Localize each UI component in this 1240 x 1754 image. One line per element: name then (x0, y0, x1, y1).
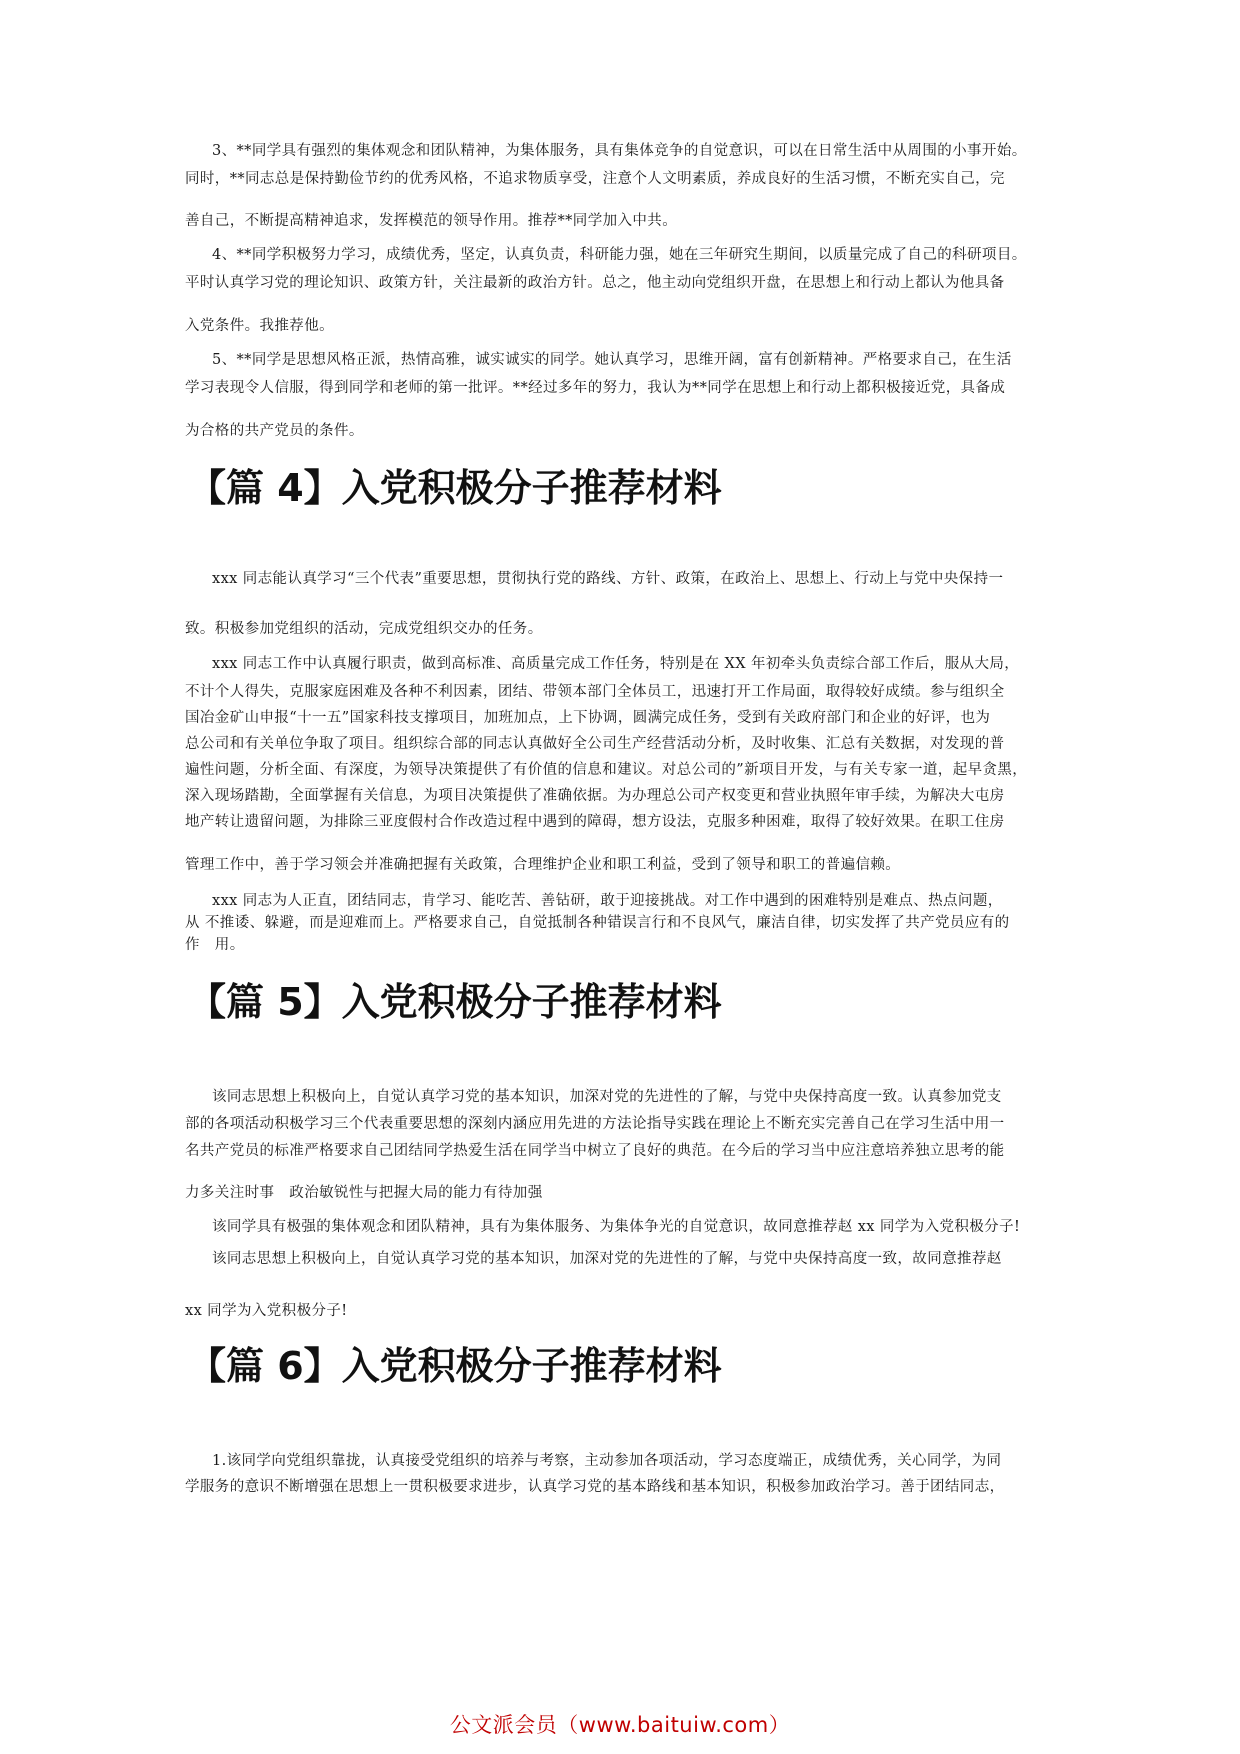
paragraph-line: 致。积极参加党组织的活动，完成党组织交办的任务。 (185, 621, 543, 637)
paragraph-line: 不计个人得失，克服家庭困难及各种不利因素，团结、带领本部门全体员工，迅速打开工作局面，取得较好成绩。参与组织全 (185, 684, 1005, 700)
paragraph-line: xxx 同志能认真学习“三个代表”重要思想，贯彻执行党的路线、方针、政策，在政治上、思想上、行动上与党中央保持一 (212, 571, 1004, 587)
footer-watermark: 公文派会员（www.baituiw.com） (449, 1713, 791, 1737)
paragraph-line: 力多关注时事 政治敏锐性与把握大局的能力有待加强 (185, 1185, 543, 1201)
paragraph-line: 学习表现令人信服，得到同学和老师的第一批评。**经过多年的努力，我认为**同学在思想上和行动上都积极接近党，具备成 (185, 380, 1006, 396)
section-heading-5: 【篇 5】入党积极分子推荐材料 (188, 980, 722, 1024)
paragraph-line: 为合格的共产党员的条件。 (185, 423, 364, 439)
paragraph-line: 深入现场踏勘，全面掌握有关信息，为项目决策提供了准确依据。为办理总公司产权变更和营业执照年审手续，为解决大屯房 (185, 788, 1005, 804)
paragraph-line: xx 同学为入党积极分子! (185, 1303, 348, 1319)
paragraph-line: 该同志思想上积极向上，自觉认真学习党的基本知识，加深对党的先进性的了解，与党中央保持高度一致。认真参加党支 (212, 1089, 1002, 1105)
paragraph-line: 部的各项活动积极学习三个代表重要思想的深刻内涵应用先进的方法论指导实践在理论上不断充实完善自己在学习生活中用一 (185, 1116, 1005, 1132)
paragraph-line: 作 用。 (185, 937, 245, 953)
paragraph-line: 5、**同学是思想风格正派，热情高雅，诚实诚实的同学。她认真学习，思维开阔，富有创新精神。严格要求自己，在生活 (212, 352, 1012, 368)
paragraph-line: xxx 同志工作中认真履行职责，做到高标准、高质量完成工作任务，特别是在 XX 年初牵头负责综合部工作后，服从大局， (212, 656, 1020, 672)
paragraph-line: 同时，**同志总是保持勤俭节约的优秀风格，不追求物质享受，注意个人文明素质，养成良好的生活习惯，不断充实自己，完 (185, 171, 1005, 187)
paragraph-line: 名共产党员的标准严格要求自己团结同学热爱生活在同学当中树立了良好的典范。在今后的学习当中应注意培养独立思考的能 (185, 1143, 1005, 1159)
paragraph-line: 平时认真学习党的理论知识、政策方针，关注最新的政治方针。总之，他主动向党组织开盘，在思想上和行动上都认为他具备 (185, 275, 1005, 291)
paragraph-line: 入党条件。我推荐他。 (185, 318, 334, 334)
paragraph-line: 3、**同学具有强烈的集体观念和团队精神，为集体服务，具有集体竞争的自觉意识，可以在日常生活中从周围的小事开始。 (212, 143, 1027, 159)
section-heading-6: 【篇 6】入党积极分子推荐材料 (188, 1344, 722, 1388)
paragraph-line: 地产转让遗留问题，为排除三亚度假村合作改造过程中遇到的障碍，想方设法，克服多种困难，取得了较好效果。在职工住房 (185, 814, 1005, 830)
paragraph-line: 该同志思想上积极向上，自觉认真学习党的基本知识，加深对党的先进性的了解，与党中央保持高度一致，故同意推荐赵 (212, 1251, 1002, 1267)
paragraph-line: 4、**同学积极努力学习，成绩优秀，坚定，认真负责，科研能力强，她在三年研究生期间，以质量完成了自己的科研项目。 (212, 247, 1027, 263)
paragraph-line: 遍性问题，分析全面、有深度，为领导决策提供了有价值的信息和建议。对总公司的”新项目开发，与有关专家一道，起早贪黑， (185, 762, 1028, 778)
paragraph-line: xxx 同志为人正直，团结同志，肯学习、能吃苦、善钻研，敢于迎接挑战。对工作中遇到的困难特别是难点、热点问题， (212, 893, 1003, 909)
paragraph-line: 从 不推诿、躲避，而是迎难而上。严格要求自己，自觉抵制各种错误言行和不良风气，廉洁自律，切实发挥了共产党员应有的 (185, 915, 1010, 931)
paragraph-line: 学服务的意识不断增强在思想上一贯积极要求进步，认真学习党的基本路线和基本知识，积极参加政治学习。善于团结同志， (185, 1479, 1005, 1495)
paragraph-line: 管理工作中，善于学习领会并准确把握有关政策，合理维护企业和职工利益，受到了领导和职工的普遍信赖。 (185, 857, 901, 873)
paragraph-line: 总公司和有关单位争取了项目。组织综合部的同志认真做好全公司生产经营活动分析，及时收集、汇总有关数据，对发现的普 (185, 736, 1005, 752)
paragraph-line: 善自己，不断提高精神追求，发挥模范的领导作用。推荐**同学加入中共。 (185, 213, 678, 229)
paragraph-line: 1.该同学向党组织靠拢，认真接受党组织的培养与考察，主动参加各项活动，学习态度端正，成绩优秀，关心同学，为同 (212, 1453, 1002, 1469)
paragraph-line: 该同学具有极强的集体观念和团队精神，具有为集体服务、为集体争光的自觉意识，故同意推荐赵 xx 同学为入党积极分子! (212, 1219, 1021, 1235)
paragraph-line: 国冶金矿山申报“十一五”国家科技支撑项目，加班加点，上下协调，圆满完成任务，受到有关政府部门和企业的好评，也为 (185, 710, 991, 726)
section-heading-4: 【篇 4】入党积极分子推荐材料 (188, 466, 722, 510)
